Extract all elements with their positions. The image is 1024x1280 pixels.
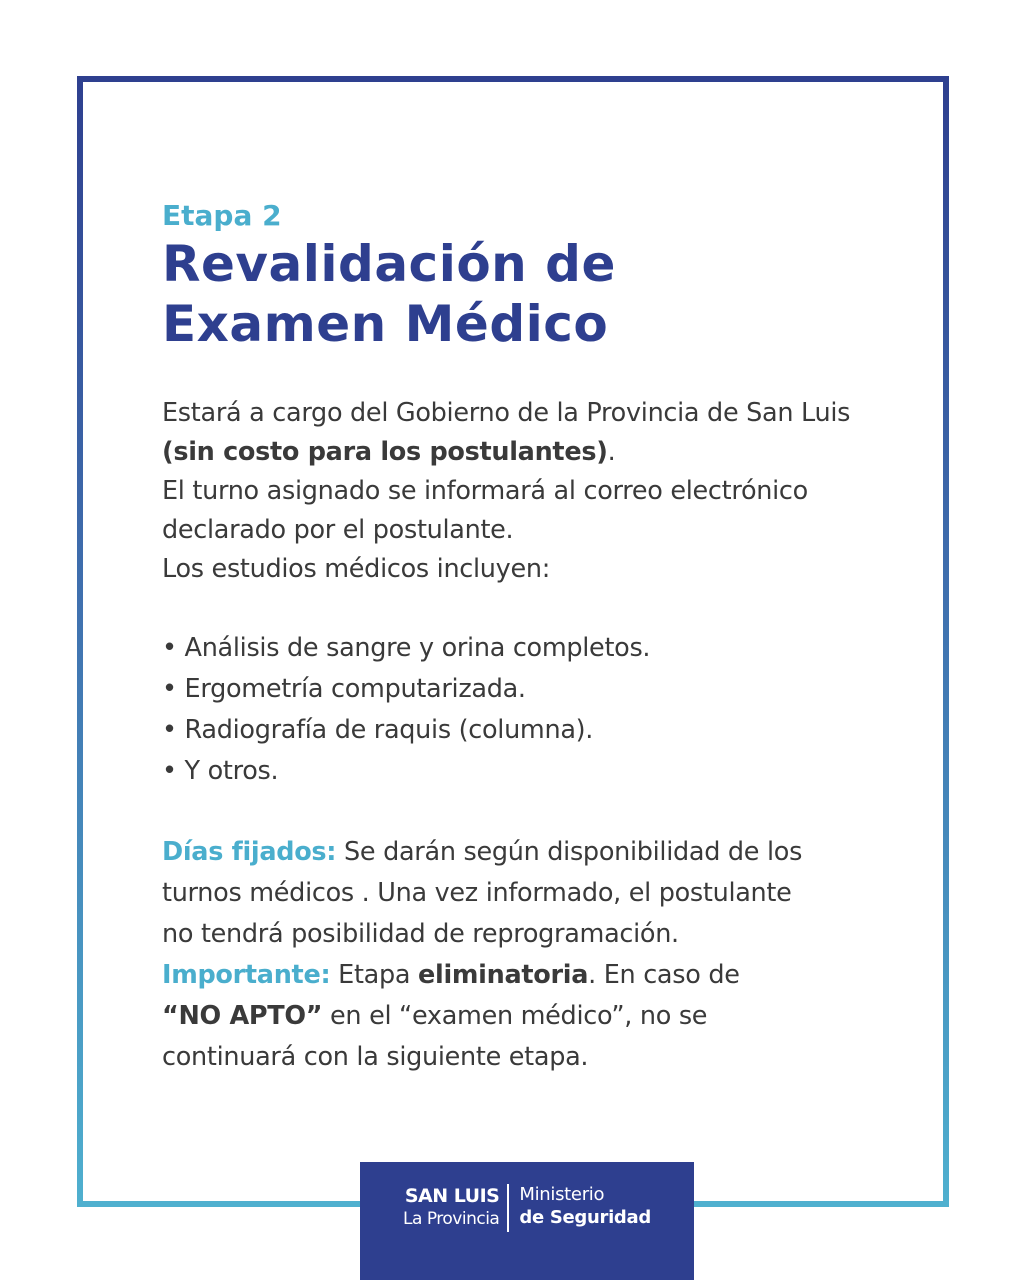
ministry-name xyxy=(509,1184,651,1280)
cost-note: (sin costo para los postulantes) xyxy=(162,437,608,467)
title-line-2: Examen Médico xyxy=(162,295,609,353)
days-text-1: Se darán según disponibilidad de los xyxy=(336,837,803,867)
intro-paragraph xyxy=(162,394,922,589)
ministry-line-2: de Seguridad xyxy=(519,1207,651,1228)
province-name: SAN LUIS xyxy=(404,1185,500,1207)
notes-section xyxy=(162,833,922,1077)
days-note-line-1 xyxy=(162,833,922,872)
intro-line-2 xyxy=(162,433,922,472)
province-subtitle: La Provincia xyxy=(403,1209,500,1229)
eliminatory-label: eliminatoria xyxy=(418,960,589,990)
important-note-line-2 xyxy=(162,997,922,1036)
intro-line-1: Estará a cargo del Gobierno de la Provincia de San Luis xyxy=(162,398,851,428)
important-label: Importante: xyxy=(162,960,331,990)
days-label: Días fijados: xyxy=(162,837,337,867)
important-note-line-3: continuará con la siguiente etapa. xyxy=(162,1042,589,1072)
intro-line-3: El turno asignado se informará al correo electrónico xyxy=(162,476,808,506)
important-text-2: . En caso de xyxy=(588,960,740,990)
stage-label: Etapa 2 xyxy=(162,199,282,232)
important-note-line-1 xyxy=(162,956,922,995)
days-note-line-3: no tendrá posibilidad de reprogramación. xyxy=(162,919,679,949)
title-line-1: Revalidación de xyxy=(162,235,616,293)
list-item: • Radiografía de raquis (columna). xyxy=(162,710,922,751)
page-title xyxy=(162,234,922,354)
list-item: • Ergometría computarizada. xyxy=(162,669,922,710)
list-item: • Análisis de sangre y orina completos. xyxy=(162,628,922,669)
no-apto-text: en el “examen médico”, no se xyxy=(322,1001,708,1031)
studies-list xyxy=(162,628,922,792)
main-content xyxy=(162,196,922,1079)
ministry-line-1: Ministerio xyxy=(519,1184,605,1205)
intro-line-2-end: . xyxy=(607,437,616,467)
days-note-line-2: turnos médicos . Una vez informado, el postulante xyxy=(162,878,792,908)
province-logo xyxy=(403,1184,509,1232)
intro-line-5: Los estudios médicos incluyen: xyxy=(162,554,551,584)
no-apto-label: “NO APTO” xyxy=(162,1001,323,1031)
footer-logo-badge xyxy=(360,1162,694,1280)
important-text-1: Etapa xyxy=(330,960,419,990)
intro-line-4: declarado por el postulante. xyxy=(162,515,514,545)
list-item: • Y otros. xyxy=(162,751,922,792)
